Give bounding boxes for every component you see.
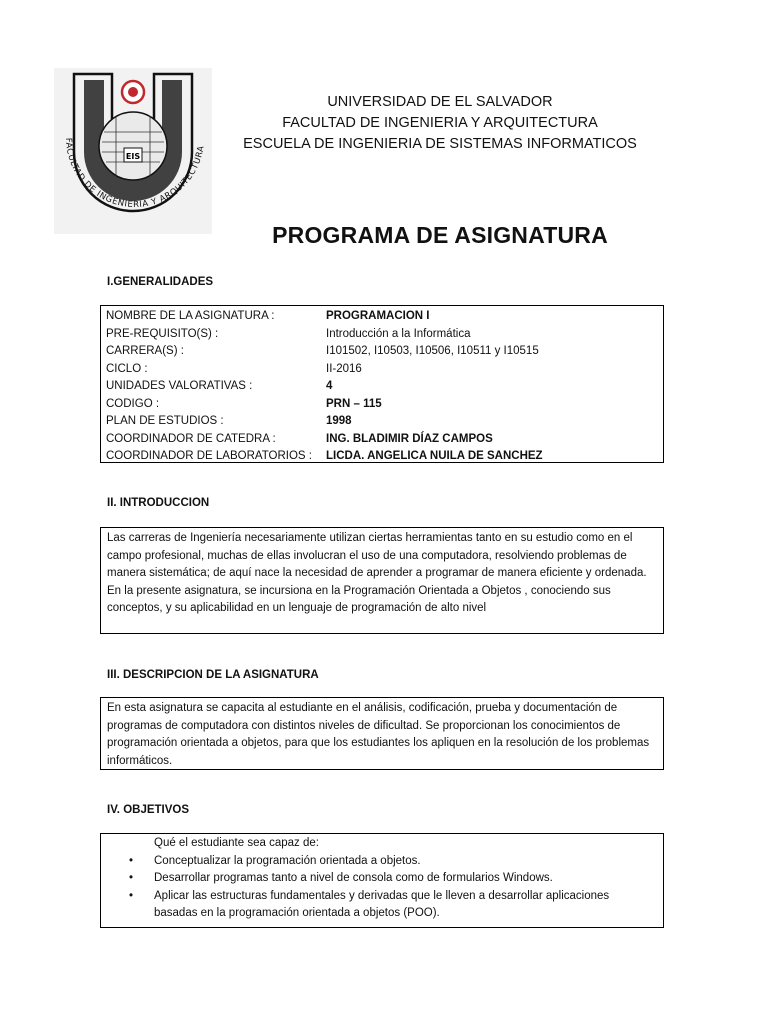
generalidades-row (106, 361, 656, 379)
objetivo-item (101, 853, 663, 871)
logo-arc-text: FACULTAD DE INGENIERIA Y ARQUITECTURA (62, 137, 207, 211)
generalidades-row (106, 413, 656, 431)
generalidades-value: LICDA. ANGELICA NUILA DE SANCHEZ (326, 450, 543, 462)
section-heading-objetivos: IV. OBJETIVOS (107, 804, 190, 816)
objetivo-item (101, 870, 663, 888)
generalidades-label: COORDINADOR DE LABORATORIOS : (106, 450, 312, 462)
generalidades-row (106, 378, 656, 396)
introduccion-paragraph-1: Las carreras de Ingeniería necesariamente utilizan ciertas herramientas tanto en su estudio como en el campo profesional, muchas de ellas involucran el uso de una computadora, resolviendo problemas de manera sistemática; de aquí nace la necesidad de aprender a programar de manera eficiente y ordenada. (107, 532, 647, 579)
generalidades-value: I101502, I10503, I10506, I10511 y I10515 (326, 345, 539, 357)
generalidades-label: PLAN DE ESTUDIOS : (106, 415, 224, 427)
generalidades-row (106, 431, 656, 449)
objetivo-text: Aplicar las estructuras fundamentales y derivadas que le lleven a desarrollar aplicaciones basadas en la programación orientada a objetos (POO). (154, 889, 610, 919)
school-name: ESCUELA DE INGENIERIA DE SISTEMAS INFORMATICOS (243, 136, 637, 152)
descripcion-box (100, 697, 664, 770)
generalidades-value: Introducción a la Informática (326, 327, 471, 340)
generalidades-label: CICLO : (106, 362, 148, 375)
introduccion-box (100, 527, 664, 634)
objetivos-box (100, 833, 664, 928)
generalidades-value: 4 (326, 380, 333, 392)
generalidades-box (100, 305, 664, 463)
generalidades-label: UNIDADES VALORATIVAS : (106, 380, 253, 392)
introduccion-paragraph-2: En la presente asignatura, se incursiona en la Programación Orientada a Objetos , conociendo sus conceptos, y su aplicabilidad en un lenguaje de programación de alto nivel (107, 584, 611, 614)
generalidades-row (106, 308, 656, 326)
generalidades-row (106, 396, 656, 414)
generalidades-value: 1998 (326, 415, 352, 427)
objetivo-text: Desarrollar programas tanto a nivel de consola como de formularios Windows. (154, 872, 553, 884)
bullet-icon: • (129, 872, 134, 884)
generalidades-row (106, 343, 656, 361)
objetivo-text: Conceptualizar la programación orientada a objetos. (154, 854, 421, 867)
generalidades-value: ING. BLADIMIR DÍAZ CAMPOS (326, 432, 493, 445)
logo-graphic (54, 68, 212, 234)
university-name: UNIVERSIDAD DE EL SALVADOR (327, 94, 553, 110)
descripcion-paragraph: En esta asignatura se capacita al estudiante en el análisis, codificación, prueba y documentación de programas de computadora con distintos niveles de dificultad. Se proporcionan los conocimientos de programación orientada a objetos, para que los estudiantes los apliquen en la resolución de los problemas informáticos. (107, 702, 650, 767)
institution-header (215, 92, 665, 155)
generalidades-value: PRN – 115 (326, 397, 382, 410)
generalidades-table (106, 308, 656, 466)
university-logo (54, 68, 212, 234)
generalidades-label: CODIGO : (106, 397, 160, 410)
objetivos-intro: Qué el estudiante sea capaz de: (154, 837, 319, 849)
objetivo-item (101, 888, 663, 923)
generalidades-row (106, 326, 656, 344)
generalidades-row (106, 448, 656, 466)
bullet-icon: • (129, 889, 134, 902)
generalidades-value: PROGRAMACION I (326, 310, 430, 322)
faculty-name: FACULTAD DE INGENIERIA Y ARQUITECTURA (282, 115, 598, 131)
generalidades-label: COORDINADOR DE CATEDRA : (106, 432, 276, 445)
generalidades-label: NOMBRE DE LA ASIGNATURA : (106, 310, 275, 322)
document-title: PROGRAMA DE ASIGNATURA (272, 222, 608, 248)
section-heading-generalidades: I.GENERALIDADES (107, 276, 214, 288)
generalidades-value: II-2016 (326, 362, 362, 375)
section-heading-introduccion: II. INTRODUCCION (107, 497, 210, 509)
generalidades-label: PRE-REQUISITO(S) : (106, 327, 219, 340)
section-heading-descripcion: III. DESCRIPCION DE LA ASIGNATURA (107, 669, 319, 681)
logo-badge-text: EIS (125, 152, 141, 161)
objetivos-list (101, 853, 663, 923)
bullet-icon: • (129, 854, 134, 867)
generalidades-label: CARRERA(S) : (106, 345, 184, 357)
